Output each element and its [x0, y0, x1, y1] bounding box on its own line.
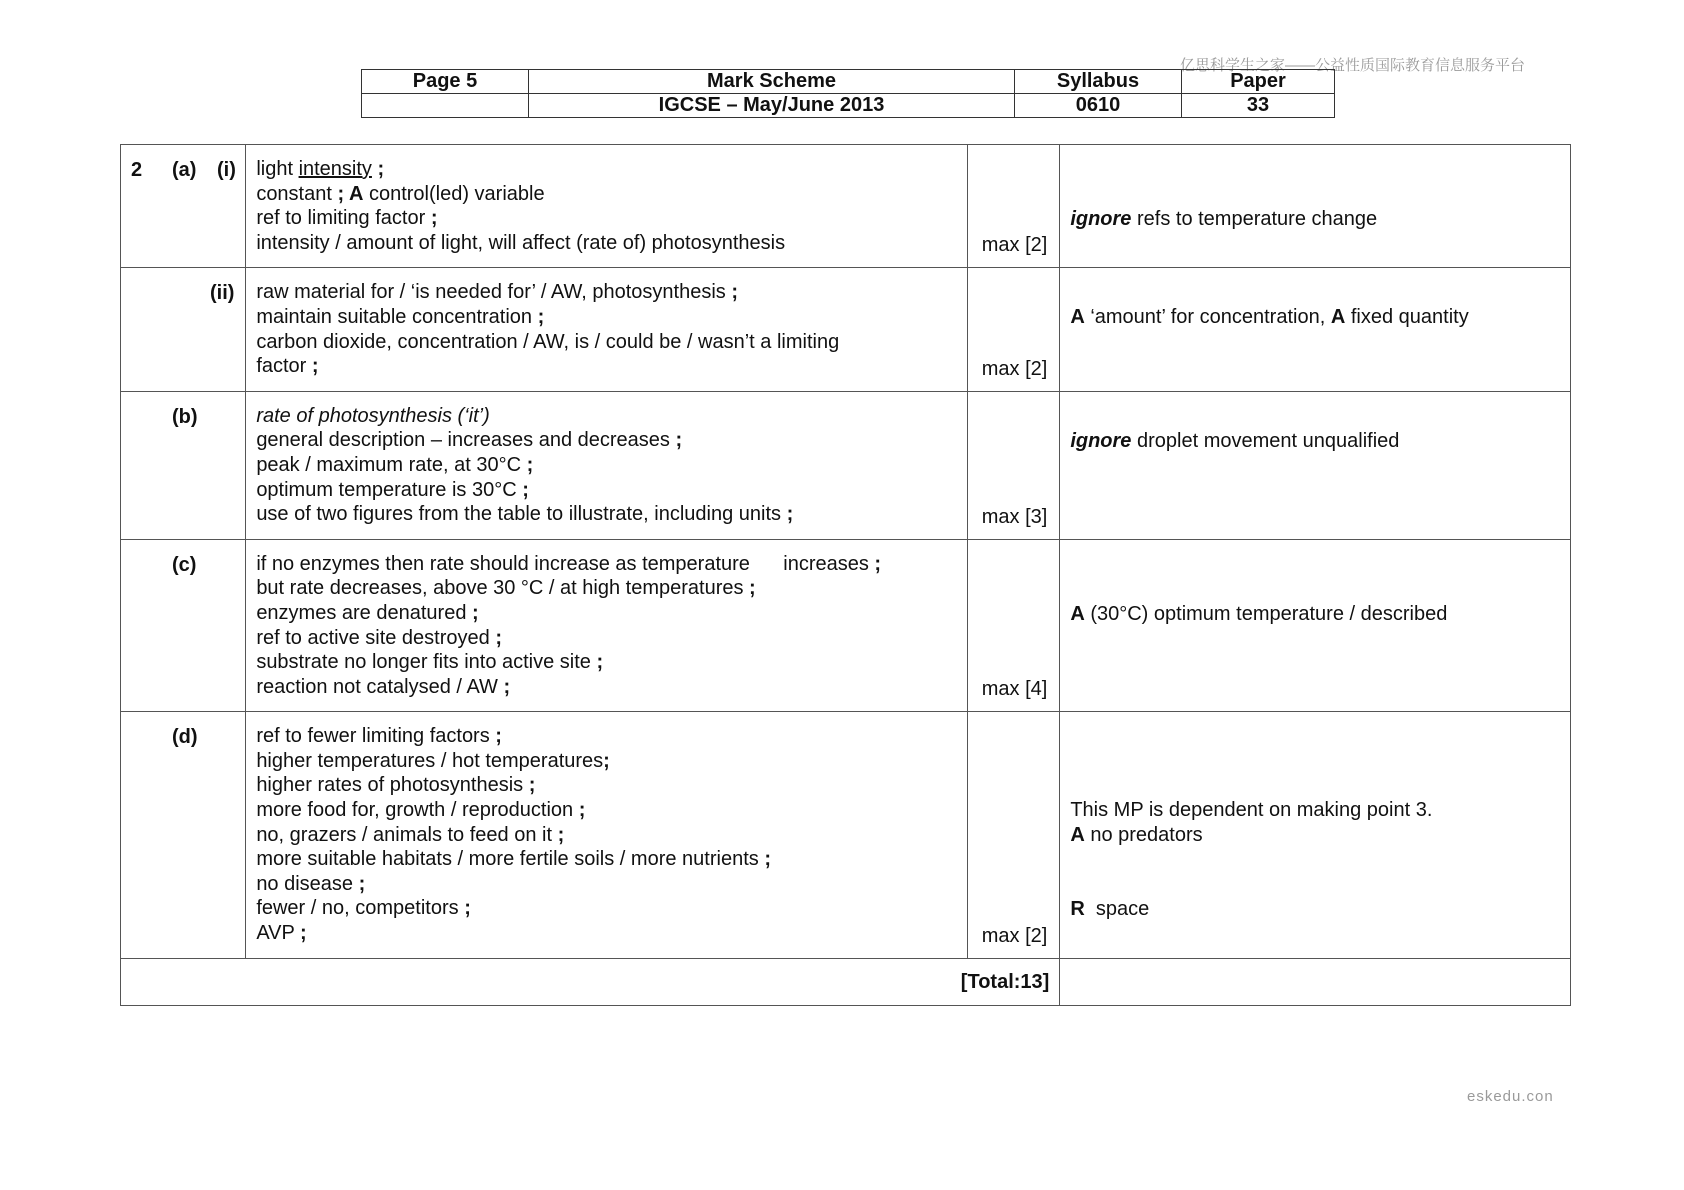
max-mark: max [4] [981, 678, 1048, 701]
mark-cell [968, 268, 1060, 391]
part-label: (b) [172, 405, 198, 428]
answer-line: maintain suitable concentration ; [256, 305, 545, 328]
header-mark-scheme: Mark Scheme [529, 70, 1015, 94]
header-empty-cell [362, 94, 529, 118]
subpart-label: (i) [217, 159, 236, 181]
question-cell [121, 268, 246, 391]
header-page: Page 5 [362, 70, 529, 94]
answer-line: factor ; [256, 355, 319, 378]
guidance-cell [1060, 712, 1571, 958]
question-number: 2 [131, 159, 143, 181]
mark-cell [968, 391, 1060, 539]
answer-line: optimum temperature is 30°C ; [256, 478, 529, 501]
header-syllabus: 0610 [1015, 94, 1182, 118]
max-mark: max [2] [981, 924, 1048, 947]
guidance-line: ignore droplet movement unqualified [1070, 429, 1400, 452]
answer-line: carbon dioxide, concentration / AW, is / could be / wasn’t a limiting [256, 330, 840, 353]
answer-line: general description – increases and decreases ; [256, 429, 683, 452]
answer-line: raw material for / ‘is needed for’ / AW, photosynthesis ; [256, 281, 739, 304]
answer-line: enzymes are denatured ; [256, 601, 479, 624]
mark-cell [968, 145, 1060, 268]
row-2a-ii [121, 268, 1571, 391]
total-cell [121, 958, 1060, 1005]
part-label: (a) [172, 159, 197, 181]
answer-line: light intensity ; [256, 158, 385, 180]
guidance-line: ignore refs to temperature change [1070, 208, 1378, 230]
guidance-cell [1060, 539, 1571, 712]
watermark-top: 亿思科学生之家——公益性质国际教育信息服务平台 [1180, 57, 1526, 74]
answer-line: AVP ; [256, 922, 307, 945]
answer-line: higher temperatures / hot temperatures; [256, 749, 610, 772]
answer-line: rate of photosynthesis (‘it’) [256, 404, 490, 427]
answer-line: ref to active site destroyed ; [256, 626, 502, 649]
answer-cell [246, 145, 968, 268]
answer-line: no disease ; [256, 872, 366, 895]
header-paper: 33 [1182, 94, 1335, 118]
guidance-cell [1060, 268, 1571, 391]
guidance-line: R space [1070, 898, 1150, 921]
answer-line: more suitable habitats / more fertile soils / more nutrients ; [256, 848, 771, 871]
answer-line: reaction not catalysed / AW ; [256, 675, 511, 698]
part-label: (d) [172, 726, 198, 749]
total-guidance-cell [1060, 958, 1571, 1005]
answer-line: if no enzymes then rate should increase as temperature increases ; [256, 552, 882, 575]
answer-cell [246, 268, 968, 391]
answer-line: intensity / amount of light, will affect (rate of) photosynthesis [256, 231, 786, 254]
answer-cell [246, 391, 968, 539]
answer-cell [246, 712, 968, 958]
question-cell [121, 145, 246, 268]
row-2a-i [121, 145, 1571, 268]
answer-line: peak / maximum rate, at 30°C ; [256, 453, 534, 476]
question-cell [121, 539, 246, 712]
header-syllabus-label: Syllabus [1015, 70, 1182, 94]
mark-scheme-table [120, 144, 1571, 1006]
answer-line: but rate decreases, above 30 °C / at high temperatures ; [256, 577, 756, 600]
watermark-bottom: eskedu.con [1467, 1088, 1554, 1105]
question-cell [121, 712, 246, 958]
answer-line: ref to limiting factor ; [256, 207, 438, 230]
max-mark: max [3] [981, 505, 1048, 528]
guidance-line: A (30°C) optimum temperature / described [1070, 602, 1448, 625]
answer-line: fewer / no, competitors ; [256, 897, 471, 920]
answer-line: substrate no longer fits into active site ; [256, 651, 604, 674]
answer-line: constant ; A control(led) variable [256, 182, 545, 205]
guidance-line: A no predators [1070, 824, 1203, 847]
guidance-line: This MP is dependent on making point 3. [1070, 799, 1433, 822]
total-marks: [Total:13] [960, 970, 1050, 993]
max-mark: max [2] [981, 234, 1048, 257]
row-total [121, 958, 1571, 1005]
guidance-cell [1060, 391, 1571, 539]
row-2d [121, 712, 1571, 958]
question-cell [121, 391, 246, 539]
row-2b [121, 391, 1571, 539]
answer-line: higher rates of photosynthesis ; [256, 774, 536, 797]
mark-cell [968, 539, 1060, 712]
header-exam: IGCSE – May/June 2013 [529, 94, 1015, 118]
header-table [361, 69, 1335, 118]
row-2c [121, 539, 1571, 712]
guidance-line: A ‘amount’ for concentration, A fixed quantity [1070, 306, 1469, 329]
answer-line: ref to fewer limiting factors ; [256, 725, 502, 748]
part-label: (c) [172, 553, 197, 576]
answer-line: use of two figures from the table to illustrate, including units ; [256, 503, 794, 526]
mark-cell [968, 712, 1060, 958]
max-mark: max [2] [981, 357, 1048, 380]
subpart-label: (ii) [210, 282, 235, 305]
answer-line: no, grazers / animals to feed on it ; [256, 823, 565, 846]
answer-line: more food for, growth / reproduction ; [256, 799, 586, 822]
answer-cell [246, 539, 968, 712]
header-paper-label: Paper [1182, 70, 1335, 94]
guidance-cell [1060, 145, 1571, 268]
